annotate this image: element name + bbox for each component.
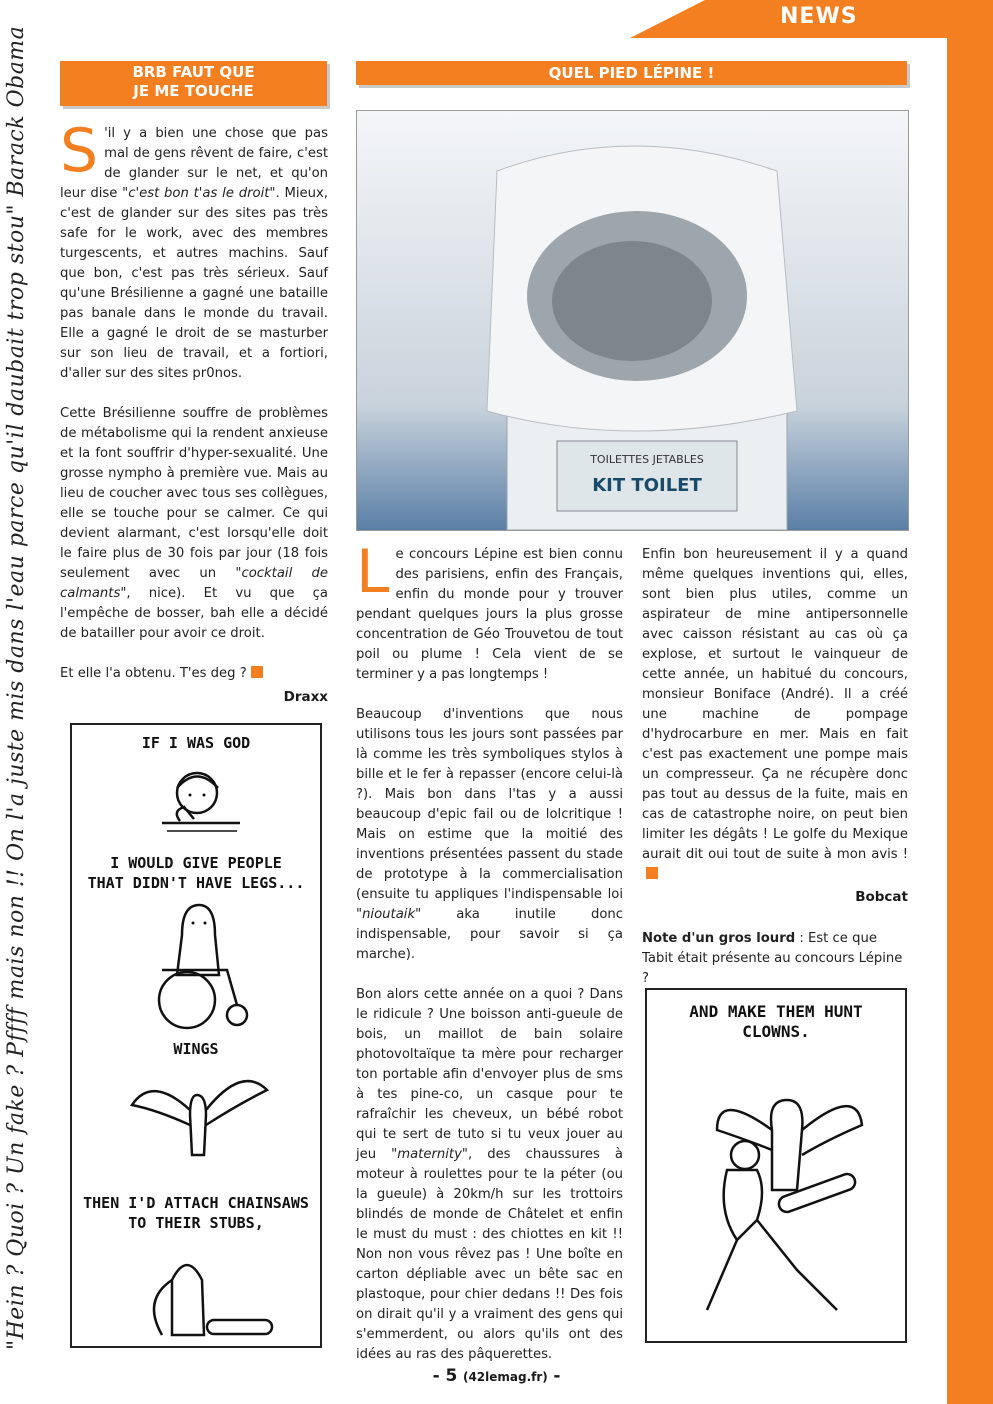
right-orange-margin [947,38,993,1404]
right-c1-p3-italic: maternity [397,1147,462,1162]
comic-caption-2-line1: I WOULD GIVE PEOPLE [110,854,282,872]
left-p1-rest: ". Mieux, c'est de glander sur des sites pas très safe for le work, avec des membres turgescents, et autres machins. Sauf que bon, c'est pas très sérieux. Sauf qu'une Brésilienne a gagné une bataille pas banale dans le monde du travail. Elle a gagné le droit de se masturber sur son lieu de travail, et a fortiori, d'aller sur des sites pr0nos. [60,186,328,381]
box-brand-label: KIT TOILET [592,475,702,496]
left-p1-intro: 'il y a bien une chose que pas mal de gens rêvent de faire, c'est de glander sur le net, et qu'on leur dise " [60,126,328,201]
left-article-title [60,61,327,106]
comic-caption-1: IF I WAS GOD [141,734,251,752]
right-c1-p2-a: Beaucoup d'inventions que nous utilisons tous les jours sont passées par là comme les très symboliques stylos à bille et le fer à repasser (encore celui-là ?). Mais bon dans l'tas y a aussi beaucoup d'epic fail ou de lolcritique ! Mais on estime que la moitié des inventions présentées passent du stade de prototype à la commercialisation (ensuite tu appliques l'indispensable loi " [356,707,623,922]
clown-hunt-drawing [677,1070,877,1330]
comic-caption-3: WINGS [173,1040,219,1058]
comic-caption-4 [72,1193,320,1233]
winged-figure-drawing [112,1065,282,1165]
end-mark-2 [646,867,658,879]
comic-caption-2 [72,853,320,893]
left-article-body [60,116,328,704]
left-p1-italic: c'est bon t'as le droit [128,186,270,201]
kit-toilet-photo [356,110,909,531]
left-title-line1: BRB FAUT QUE [132,63,255,81]
drop-cap: S [60,116,99,186]
side-quote: "Hein ? Quoi ? Un fake ? Pffff mais non !! On l'a juste mis dans l'eau parce qu'il daubait trop stou" Barack Obama [4,25,29,1350]
right-c1-p3-b: ", des chaussures à moteur à roulettes pour te la péter (ou la gueule) à 20km/h sur les trottoirs blindés de monde de Châtelet et enfin le must du must : des chiottes en kit !! Non non vous rêvez pas ! Une boîte en carton dépliable avec un bête sac en plastoque, pour chier dedans !! Des fois on dirait qu'il y a vraiment des gens qui s'emmerdent, ou alors qu'ils ont des idées au ras des pâquerettes. [356,1147,623,1362]
wheelchair-drawing [127,895,267,1035]
left-p2-a: Cette Brésilienne souffre de problèmes de métabolisme qui la rendent anxieuse et la font souffrir d'hyper-sexualité. Une grosse nympho à première vue. Mais au lieu de coucher avec tous ses collègues, elle se touche pour se calmer. Ce qui devient alarmant, c'est lorsqu'elle doit le faire plus de 30 fois par jour (18 fois seulement avec un " [60,406,328,581]
end-mark [251,666,263,678]
right-comic-caption [647,1002,905,1042]
left-p2-italic: cocktail de calmants [60,566,328,601]
right-comic-caption-line1: AND MAKE THEM HUNT [689,1002,863,1021]
left-signature: Draxx [283,689,328,705]
left-p3: Et elle l'a obtenu. T'es deg ? [60,666,247,681]
right-c1-p3-a: Bon alors cette année on a quoi ? Dans le ridicule ? Une boisson anti-gueule de bois, un maillot de bain solaire photovoltaïque ta mère pour recharger ton portable afin d'envoyer plus de sms à tes pine-co, un casque pour te rafraîchir les cheveux, un bébé robot qui te sert de tuto si tu veux jouer au jeu " [356,987,623,1162]
right-article-title: QUEL PIED LÉPINE ! [356,61,907,85]
right-comic-caption-line2: CLOWNS. [742,1022,810,1041]
section-label: NEWS [780,4,858,29]
right-article-col2 [642,545,908,905]
drop-cap-l: L [356,537,390,607]
left-p2-b: ", nice). Et vu que ça l'empêche de bosser, bah elle a décidé de batailler pour avoir ce droit. [60,586,328,641]
chainsaw-figure-drawing [112,1240,282,1340]
right-article-col1 [356,537,623,1385]
right-c1-p2-italic: nioutaik [362,907,416,922]
note-label: Note d'un gros lourd [642,931,796,946]
kit-toilet-image [357,111,908,530]
right-c1-p1: e concours Lépine est bien connu des parisiens, enfin des Français, enfin du monde pour y trouver pendant quelques jours la plus grosse concentration de Géo Trouvetou de tout poil ou plume ! Cela vient de se terminer y a pas longtemps ! [356,547,623,682]
right-signature: Bobcat [855,889,908,905]
comic-caption-2-line2: THAT DIDN'T HAVE LEGS... [87,874,305,892]
right-c2-p1: Enfin bon heureusement il y a quand même quelques inventions qui, elles, sont bien plus utiles, comme un aspirateur de mine antipersonnelle avec caisson résistant au cas où ça explose, et surtout le vainqueur de cette année, un habitué du concours, monsieur Boniface (André). Il a créé une machine de pompage d'hydrocarbure en mer. Mais en fait c'est pas exactement une pompe mais un compresseur. Ça ne récupère donc pas tout au dessus de la fuite, mais en cas de catastrophe noire, on peut bien limiter les dégâts ! Le golfe du Mexique aurait dit oui tout de suite à mon avis ! [642,547,908,862]
page-number: - 5 [432,1366,458,1386]
right-comic [645,988,907,1343]
comic-caption-4-line2: TO THEIR STUBS, [128,1214,264,1232]
right-c1-p2-b: " aka inutile donc indispensable, pour savoir si ça marche). [356,907,623,962]
page-footer [0,1366,993,1386]
comic-caption-4-line1: THEN I'D ATTACH CHAINSAWS [83,1194,309,1212]
left-comic [70,723,322,1348]
site-url: (42lemag.fr) [462,1370,548,1384]
note-text [642,929,908,989]
box-sub-label: TOILETTES JETABLES [590,453,704,466]
girl-writing-drawing [142,763,252,843]
left-title-line2: JE ME TOUCHE [133,82,254,100]
footer-dash: - [553,1366,561,1386]
note-body: : Est ce que Tabit était présente au concours Lépine ? [642,931,903,986]
